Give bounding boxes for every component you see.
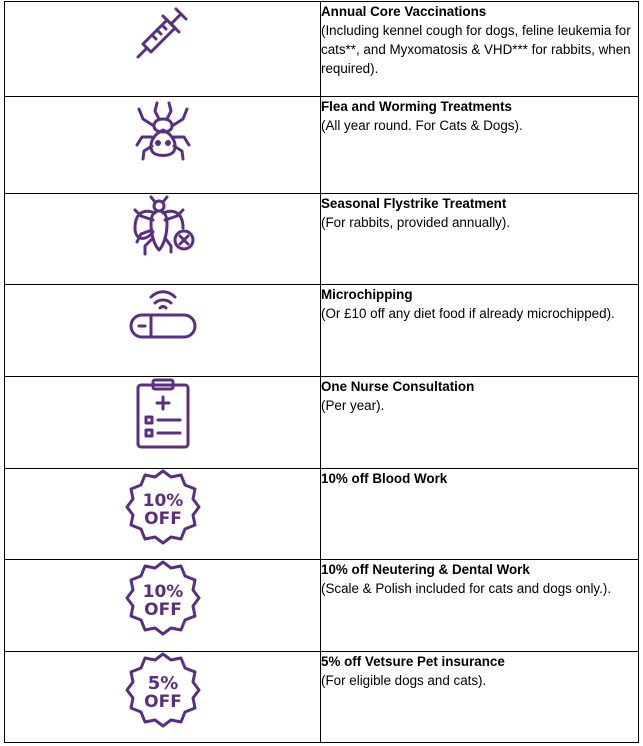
benefit-description: (Scale & Polish included for cats and dogs only.). [321, 581, 612, 596]
benefit-title: Seasonal Flystrike Treatment [321, 196, 507, 211]
microchip-icon [127, 285, 199, 341]
syringe-icon [133, 2, 193, 62]
text-cell [321, 2, 639, 97]
benefit-description: (Or £10 off any diet food if already microchipped). [321, 306, 615, 321]
icon-cell [5, 652, 321, 743]
table-row [5, 652, 639, 743]
icon-cell [5, 97, 321, 194]
icon-cell [5, 194, 321, 285]
table-row [5, 97, 639, 194]
discount-badge-icon [125, 469, 201, 545]
table-row [5, 377, 639, 469]
text-cell [321, 194, 639, 285]
table-row [5, 194, 639, 285]
icon-cell [5, 469, 321, 560]
text-cell [321, 377, 639, 469]
benefit-title: 10% off Blood Work [321, 471, 448, 486]
icon-cell [5, 377, 321, 469]
benefit-description: (Including kennel cough for dogs, feline leukemia for cats**, and Myxomatosis & VHD*** for rabbits, when required). [321, 23, 631, 76]
badge-percent: 5% [147, 673, 178, 694]
table-row [5, 469, 639, 560]
table-row [5, 560, 639, 652]
benefit-title: One Nurse Consultation [321, 379, 475, 394]
discount-badge-icon [125, 560, 201, 636]
benefit-description: (For eligible dogs and cats). [321, 673, 487, 688]
benefit-title: Annual Core Vaccinations [321, 4, 487, 19]
benefit-title: 5% off Vetsure Pet insurance [321, 654, 505, 669]
text-cell [321, 285, 639, 377]
table-row [5, 285, 639, 377]
badge-off: OFF [143, 600, 182, 620]
badge-off: OFF [143, 509, 182, 529]
benefit-title: Flea and Worming Treatments [321, 99, 512, 114]
icon-cell [5, 560, 321, 652]
tick-icon [133, 97, 193, 161]
table-row [5, 2, 639, 97]
icon-cell [5, 285, 321, 377]
text-cell [321, 469, 639, 560]
benefit-title: 10% off Neutering & Dental Work [321, 562, 530, 577]
benefit-description: (For rabbits, provided annually). [321, 215, 511, 230]
badge-off: OFF [143, 692, 182, 712]
text-cell [321, 652, 639, 743]
fly-icon [127, 194, 199, 256]
icon-cell [5, 2, 321, 97]
text-cell [321, 97, 639, 194]
badge-percent: 10% [142, 582, 183, 602]
badge-percent: 10% [142, 491, 183, 511]
text-cell [321, 560, 639, 652]
discount-badge-icon [125, 652, 201, 728]
benefit-title: Microchipping [321, 287, 413, 302]
benefits-table [4, 1, 639, 743]
benefit-description: (Per year). [321, 398, 385, 413]
benefit-description: (All year round. For Cats & Dogs). [321, 118, 523, 133]
clipboard-icon [133, 377, 193, 451]
